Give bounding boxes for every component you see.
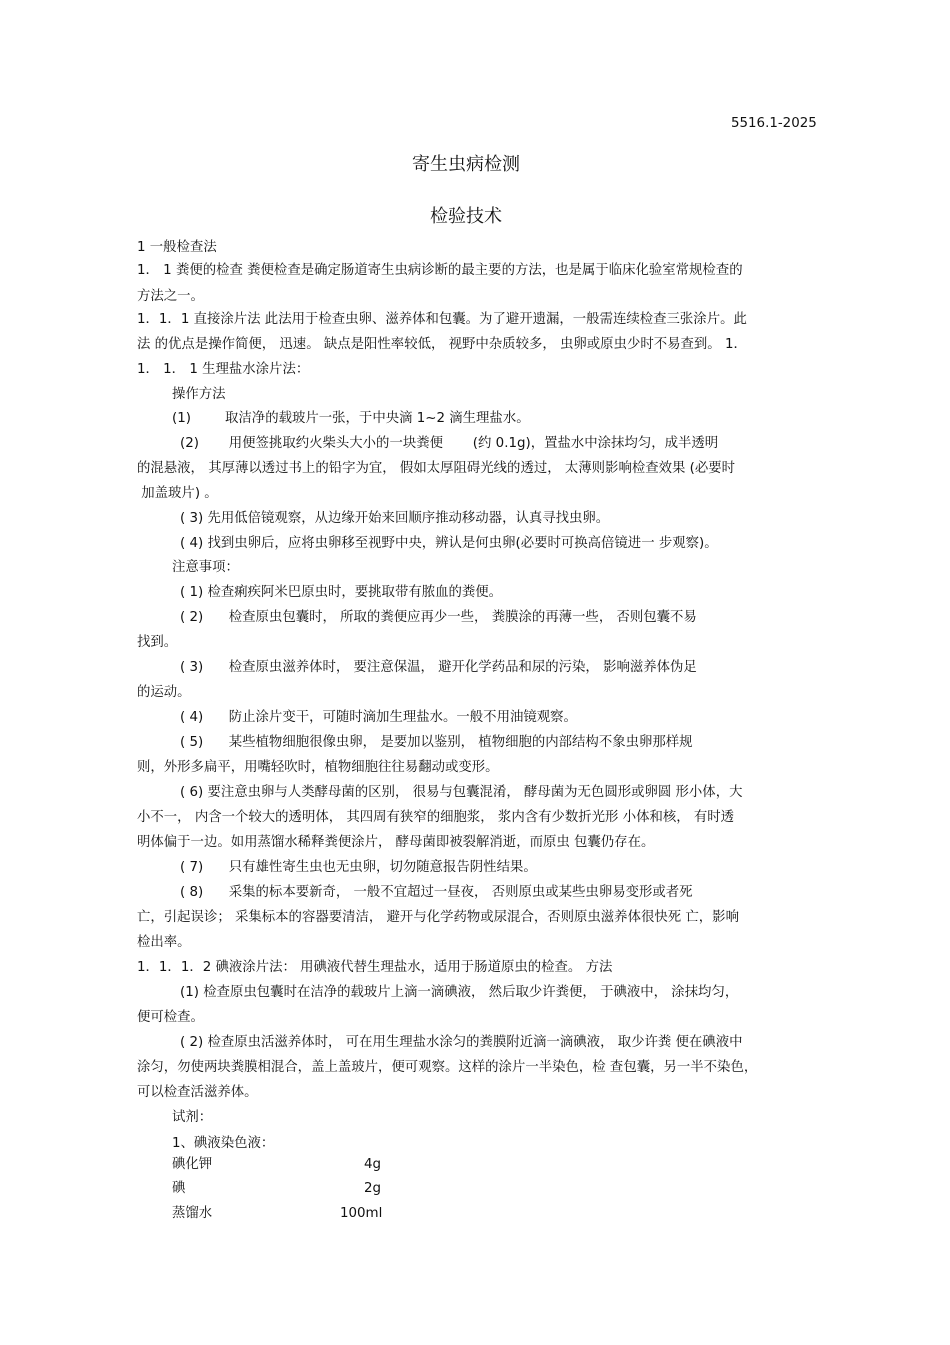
text-line: 注意事项： — [172, 560, 239, 575]
text-line: 找到。 — [137, 635, 178, 650]
text-line: 1、碘液染色液： — [172, 1136, 275, 1151]
text-line: ( 1) 检查痢疾阿米巴原虫时，要挑取带有脓血的粪便。 — [180, 585, 503, 600]
text-line: ( 4) 找到虫卵后，应将虫卵移至视野中央，辨认是何虫卵(必要时可换高倍镜进一 步观察)。 — [180, 536, 718, 551]
page-subtitle: 检验技术 — [430, 206, 502, 227]
text-line: (1) 取洁净的载玻片一张，于中央滴 1~2 滴生理盐水。 — [172, 411, 530, 426]
text-line: 试剂： — [172, 1110, 213, 1125]
text-line: 法 的优点是操作简便， 迅速。 缺点是阳性率较低， 视野中杂质较多， 虫卵或原虫少时不易查到。 1． — [137, 337, 747, 352]
reagent-amount: 4g — [364, 1157, 382, 1172]
page-title: 寄生虫病检测 — [412, 154, 520, 175]
text-line: 则，外形多扁平，用嘴轻吹时，植物细胞往往易翻动或变形。 — [137, 760, 499, 775]
text-line: ( 3) 检查原虫滋养体时， 要注意保温， 避开化学药品和尿的污染， 影响滋养体伪足 — [180, 660, 697, 675]
text-line: 1．1．1．2 碘液涂片法： 用碘液代替生理盐水，适用于肠道原虫的检查。 方法 — [137, 960, 613, 975]
text-line: 加盖玻片) 。 — [137, 486, 218, 501]
text-line: 可以检查活滋养体。 — [137, 1085, 258, 1100]
reagent-amount: 100ml — [340, 1206, 383, 1221]
text-line: 检出率。 — [137, 935, 191, 950]
text-line: 操作方法 — [172, 387, 226, 402]
reagent-name: 碘 — [172, 1181, 186, 1196]
text-line: 1．1．1 直接涂片法 此法用于检查虫卵、滋养体和包囊。为了避开遗漏，一般需连续检查三张涂片。此 — [137, 312, 747, 327]
text-line: ( 5) 某些植物细胞很像虫卵， 是要加以鉴别， 植物细胞的内部结构不象虫卵那样规 — [180, 735, 693, 750]
text-line: 的混悬液， 其厚薄以透过书上的铅字为宜， 假如太厚阻碍光线的透过， 太薄则影响检查效果 (必要时 — [137, 461, 736, 476]
text-line: ( 3) 先用低倍镜观察，从边缘开始来回顺序推动移动器，认真寻找虫卵。 — [180, 511, 610, 526]
reagent-amount: 2g — [364, 1181, 382, 1196]
text-line: ( 7) 只有雄性寄生虫也无虫卵，切勿随意报告阴性结果。 — [180, 860, 537, 875]
text-line: 1 一般检查法 — [137, 240, 217, 255]
text-line: 1． 1 粪便的检查 粪便检查是确定肠道寄生虫病诊断的最主要的方法，也是属于临床化验室常规检查的 — [137, 263, 743, 278]
text-line: 1． 1． 1 生理盐水涂片法： — [137, 362, 310, 377]
text-line: (1) 检查原虫包囊时在洁净的载玻片上滴一滴碘液， 然后取少许粪便， 于碘液中， 涂抹均匀， — [180, 985, 739, 1000]
text-line: 的运动。 — [137, 685, 191, 700]
text-line: 方法之一。 — [137, 289, 204, 304]
text-line: 明体偏于一边。如用蒸馏水稀释粪便涂片， 酵母菌即被裂解消逝，而原虫 包囊仍存在。 — [137, 835, 655, 850]
text-line: 便可检查。 — [137, 1010, 204, 1025]
reagent-name: 蒸馏水 — [172, 1206, 213, 1221]
text-line: 涂匀，勿使两块粪膜相混合，盖上盖玻片，便可观察。这样的涂片一半染色，检 查包囊，另一半不染色， — [137, 1060, 758, 1075]
text-line: ( 2) 检查原虫活滋养体时， 可在用生理盐水涂匀的粪膜附近滴一滴碘液， 取少许粪 便在碘液中 — [180, 1035, 743, 1050]
text-line: ( 6) 要注意虫卵与人类酵母菌的区别， 很易与包囊混淆， 酵母菌为无色圆形或卵圆 形小体，大 — [180, 785, 743, 800]
text-line: ( 8) 采集的标本要新奇， 一般不宜超过一昼夜， 否则原虫或某些虫卵易变形或者死 — [180, 885, 693, 900]
text-line: (2) 用便签挑取约火柴头大小的一块粪便 (约 0.1g)，置盐水中涂抹均匀，成半透明 — [180, 436, 719, 451]
text-line: ( 2) 检查原虫包囊时， 所取的粪便应再少一些， 粪膜涂的再薄一些， 否则包囊不易 — [180, 610, 697, 625]
doc-number: 5516.1-2025 — [731, 116, 817, 131]
text-line: 亡，引起误诊； 采集标本的容器要清洁， 避开与化学药物或尿混合，否则原虫滋养体很快死 亡，影响 — [137, 910, 739, 925]
text-line: 小不一， 内含一个较大的透明体， 其四周有狭窄的细胞浆， 浆内含有少数折光形 小体和核， 有时透 — [137, 810, 735, 825]
text-line: ( 4) 防止涂片变干，可随时滴加生理盐水。一般不用油镜观察。 — [180, 710, 577, 725]
reagent-name: 碘化钾 — [172, 1157, 213, 1172]
